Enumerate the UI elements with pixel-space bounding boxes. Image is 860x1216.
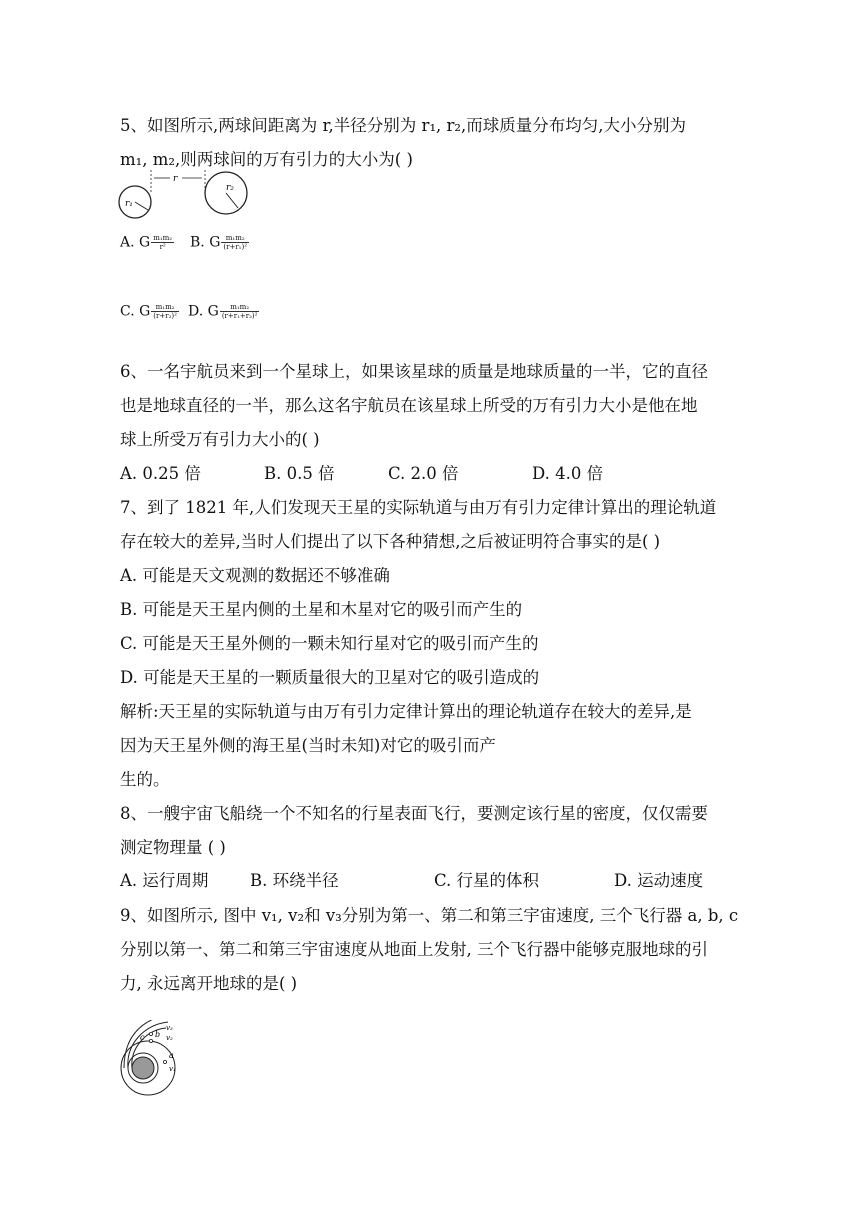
q8-option-a[interactable]: A. 运行周期 [120,871,209,890]
q5-stem-line2: m₁, m₂,则两球间的万有引力的大小为( ) [120,150,413,169]
q8-stem-line1: 8、一艘宇宙飞船绕一个不知名的行星表面飞行，要测定该行星的密度，仅仅需要 [120,804,708,823]
q7-option-b[interactable]: B. 可能是天王星内侧的土星和木星对它的吸引而产生的 [120,600,523,619]
q7-analysis-line3: 生的。 [120,770,170,789]
q8-option-b[interactable]: B. 环绕半径 [250,871,339,890]
earth-inner-fill [132,1057,154,1079]
label-v1: v₁ [169,1065,176,1073]
q8-option-d[interactable]: D. 运动速度 [614,871,704,890]
q9-stem-line3: 力, 永远离开地球的是( ) [120,974,298,993]
label-v3: v₃ [166,1024,173,1032]
label-a: a [169,1051,174,1060]
q9-cosmic-velocity-figure [118,1020,218,1100]
q8-stem-line2: 测定物理量 ( ) [120,838,226,857]
q7-stem-line1: 7、到了 1821 年,人们发现天王星的实际轨道与由万有引力定律计算出的理论轨道 [120,498,717,517]
q6-stem-line2: 也是地球直径的一半，那么这名宇航员在该星球上所受的万有引力大小是他在地 [120,396,698,415]
q7-analysis-line2: 因为天王星外侧的海王星(当时未知)对它的吸引而产 [120,736,496,755]
label-v2: v₂ [166,1034,173,1042]
q6-stem-line3: 球上所受万有引力大小的( ) [120,430,320,449]
q9-stem-line2: 分别以第一、第二和第三宇宙速度从地面上发射, 三个飞行器中能够克服地球的引 [120,940,708,959]
q7-stem-line2: 存在较大的差异,当时人们提出了以下各种猜想,之后被证明符合事实的是( ) [120,532,661,551]
q5-stem-line1: 5、如图所示,两球间距离为 r,半径分别为 r₁, r₂,而球质量分布均匀,大小分别为 [120,116,687,135]
label-r2: r₂ [226,183,234,193]
q6-option-d[interactable]: D. 4.0 倍 [532,464,604,483]
q8-option-c[interactable]: C. 行星的体积 [434,871,540,890]
label-r: r [173,174,178,184]
q7-option-a[interactable]: A. 可能是天文观测的数据还不够准确 [120,566,390,585]
q5-two-spheres-figure [118,168,258,220]
q5-option-a[interactable]: A. G $\frac{\text{m₁m₂}}{\text{r²}}$ [120,234,173,251]
q6-option-b[interactable]: B. 0.5 倍 [264,464,335,483]
q6-option-c[interactable]: C. 2.0 倍 [388,464,459,483]
q5-option-b[interactable]: B. G $\frac{\text{m₁m₂}}{\text{(r+r₁)²}}$ [190,234,248,251]
q7-analysis-line1: 解析:天王星的实际轨道与由万有引力定律计算出的理论轨道存在较大的差异,是 [120,702,692,721]
q5-option-d[interactable]: D. G $\frac{\text{m₁m₂}}{\text{(r+r₁+r₂)²}}$ [188,303,258,320]
label-b: b [155,1030,161,1039]
q6-stem-line1: 6、一名宇航员来到一个星球上，如果该星球的质量是地球质量的一半，它的直径 [120,362,708,381]
q7-option-d[interactable]: D. 可能是天王星的一颗质量很大的卫星对它的吸引造成的 [120,668,540,687]
q7-option-c[interactable]: C. 可能是天王星外侧的一颗未知行星对它的吸引而产生的 [120,634,539,653]
q9-stem-line1: 9、如图所示, 图中 v₁, v₂和 v₃分别为第一、第二和第三宇宙速度, 三个飞行器 a, b, c [120,906,739,925]
q5-option-c[interactable]: C. G $\frac{\text{m₁m₂}}{\text{(r+r₂)²}}$ [120,303,177,320]
q6-option-a[interactable]: A. 0.25 倍 [120,464,201,483]
label-c: c [140,1033,145,1042]
label-r1: r₁ [125,199,133,209]
